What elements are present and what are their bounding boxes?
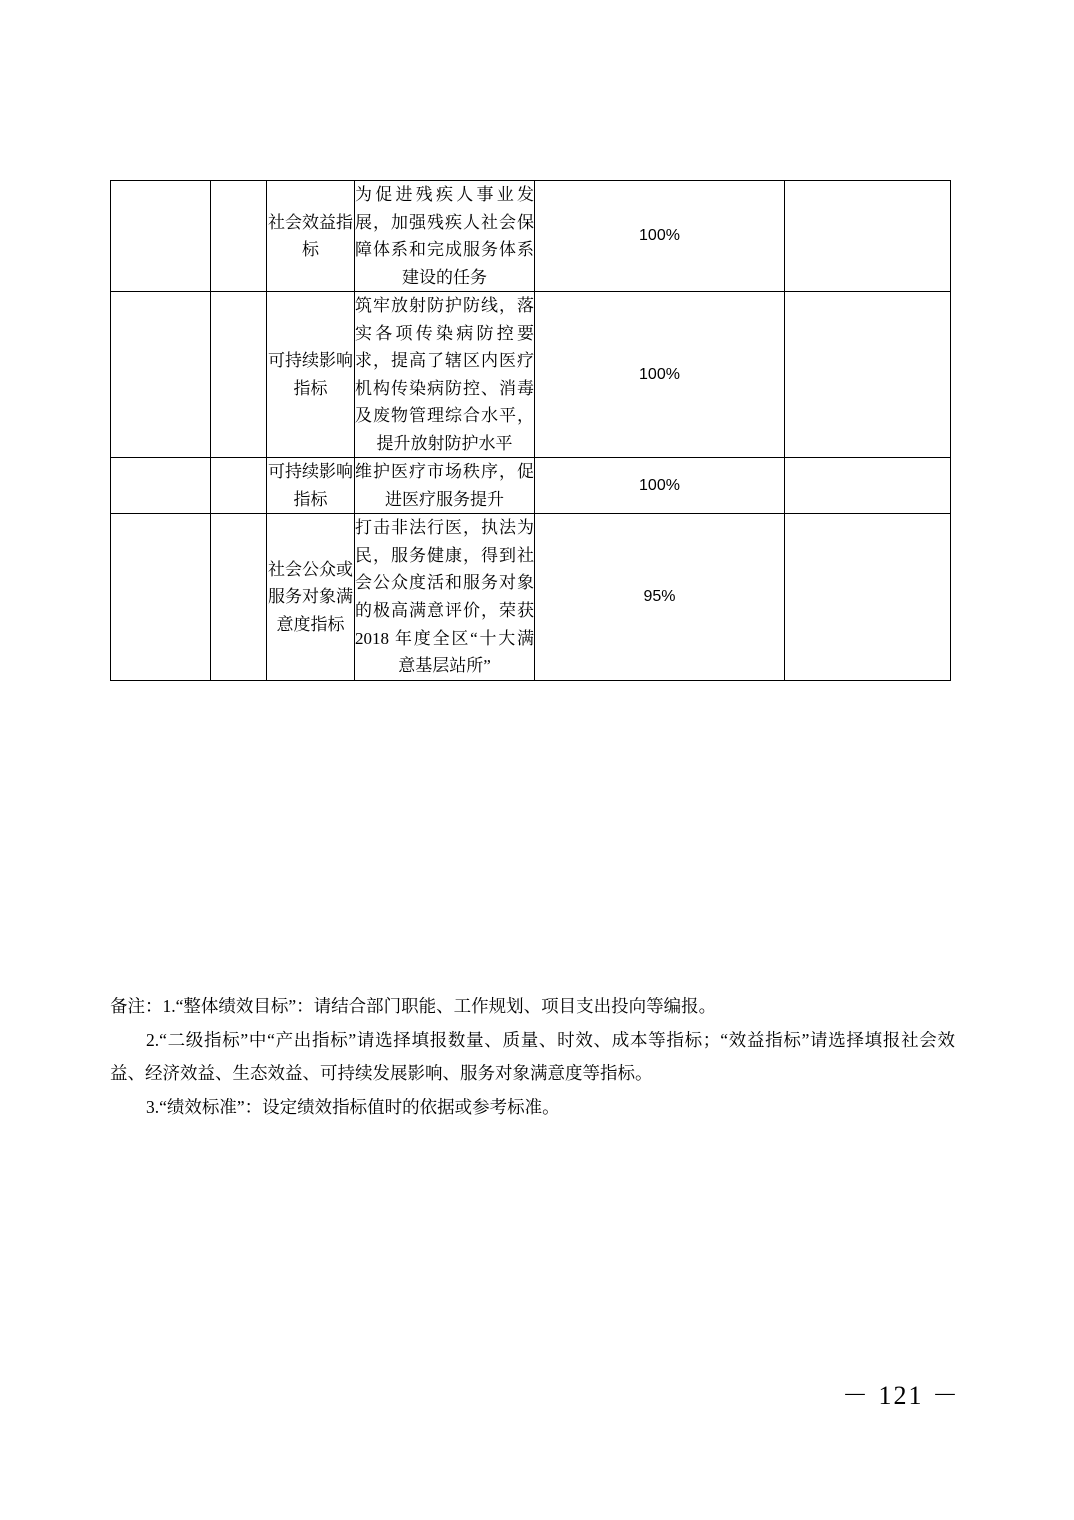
cell-level1-indicator <box>111 458 211 514</box>
cell-indicator-type: 可持续影响指标 <box>267 292 355 458</box>
cell-level2-indicator <box>211 292 267 458</box>
cell-level2-indicator <box>211 514 267 680</box>
cell-indicator-value: 100% <box>535 181 785 292</box>
cell-indicator-type: 社会效益指标 <box>267 181 355 292</box>
cell-level1-indicator <box>111 181 211 292</box>
cell-performance-standard <box>785 181 951 292</box>
cell-level2-indicator <box>211 458 267 514</box>
cell-indicator-type: 社会公众或服务对象满意度指标 <box>267 514 355 680</box>
cell-indicator-type: 可持续影响指标 <box>267 458 355 514</box>
performance-indicator-table <box>110 180 951 681</box>
cell-indicator-name: 为促进残疾人事业发展，加强残疾人社会保障体系和完成服务体系建设的任务 <box>355 181 535 292</box>
table-row <box>111 458 951 514</box>
cell-level1-indicator <box>111 514 211 680</box>
cell-indicator-value: 100% <box>535 292 785 458</box>
cell-level2-indicator <box>211 181 267 292</box>
table-row <box>111 292 951 458</box>
cell-indicator-value: 95% <box>535 514 785 680</box>
cell-level1-indicator <box>111 292 211 458</box>
note-line-1: 备注：1.“整体绩效目标”：请结合部门职能、工作规划、项目支出投向等编报。 <box>110 996 717 1016</box>
note-line-3: 3.“绩效标准”：设定绩效指标值时的依据或参考标准。 <box>146 1097 560 1118</box>
cell-indicator-name: 筑牢放射防护防线，落实各项传染病防控要求，提高了辖区内医疗机构传染病防控、消毒及废物管理综合水平，提升放射防护水平 <box>355 292 535 458</box>
cell-performance-standard <box>785 292 951 458</box>
table-notes <box>110 990 955 1126</box>
cell-performance-standard <box>785 458 951 514</box>
page-number: － 121 － <box>841 1381 960 1410</box>
table-row <box>111 181 951 292</box>
cell-indicator-name: 打击非法行医，执法为民，服务健康，得到社会公众度活和服务对象的极高满意评价，荣获 2018 年度全区“十大满意基层站所” <box>355 514 535 680</box>
note-line-2: 2.“二级指标”中“产出指标”请选择填报数量、质量、时效、成本等指标；“效益指标”请选择填报社会效益、经济效益、生态效益、可持续发展影响、服务对象满意度等指标。 <box>110 1030 955 1083</box>
cell-indicator-name: 维护医疗市场秩序，促进医疗服务提升 <box>355 458 535 514</box>
table-row <box>111 514 951 680</box>
cell-indicator-value: 100% <box>535 458 785 514</box>
cell-performance-standard <box>785 514 951 680</box>
